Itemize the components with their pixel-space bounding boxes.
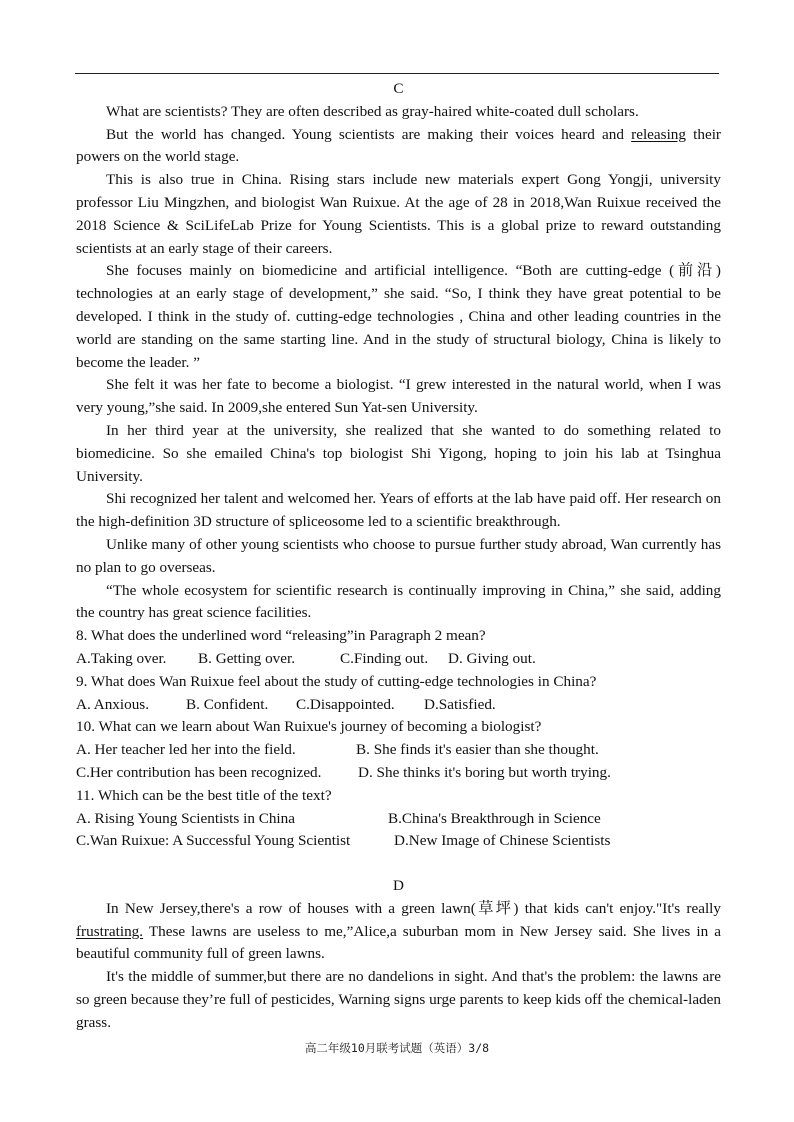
question-8-option-b: B. Getting over.: [198, 649, 296, 667]
question-8-option-d: D. Giving out.: [448, 649, 536, 667]
question-9-option-a: A. Anxious.: [76, 695, 149, 713]
question-10-option-b: B. She finds it's easier than she thought.: [356, 741, 599, 759]
question-10-option-a: A. Her teacher led her into the field.: [76, 741, 296, 759]
section-d-heading: D: [393, 877, 404, 895]
question-9-option-b: B. Confident.: [186, 695, 269, 713]
question-10-option-d: D. She thinks it's boring but worth trying.: [358, 763, 611, 781]
section-c-paragraph-3: This is also true in China. Rising stars include new materials expert Gong Yongji, university professor Liu Mingzhen, and biologist Wan Ruixue. At the age of 28 in 2018,Wan Ruixue received the 2018 Science & SciLifeLab Prize for Young Scientists. This is a global prize to reward outstanding scientists at an early stage of their careers.: [76, 171, 721, 257]
section-c-paragraph-9: “The whole ecosystem for scientific research is continually improving in China,” she said, adding the country has great science facilities.: [76, 581, 721, 622]
section-c-paragraph-5: She felt it was her fate to become a biologist. “I grew interested in the natural world, when I was very young,”she said. In 2009,she entered Sun Yat-sen University.: [76, 376, 721, 417]
section-d-paragraph-2: It's the middle of summer,but there are no dandelions in sight. And that's the problem: the lawns are so green because they’re full of pesticides, Warning signs urge parents to keep kids off the chemical-laden grass.: [76, 968, 721, 1031]
question-9-stem: 9. What does Wan Ruixue feel about the study of cutting-edge technologies in China?: [76, 672, 597, 690]
question-10-options-row-1: [76, 739, 721, 762]
section-d-p1-text-before: In New Jersey,there's a row of houses with a green lawn(草坪) that kids can't enjoy."It's really: [106, 899, 721, 917]
paragraph-2-text-before: But the world has changed. Young scientists are making their voices heard and: [106, 125, 632, 143]
question-9-option-c: C.Disappointed.: [296, 695, 395, 713]
question-11-option-a: A. Rising Young Scientists in China: [76, 809, 295, 827]
section-c-paragraph-8: Unlike many of other young scientists who choose to pursue further study abroad, Wan currently has no plan to go overseas.: [76, 535, 721, 576]
section-d-p1-text-after: These lawns are useless to me,”Alice,a suburban mom in New Jersey said. She lives in a beautiful community full of green lawns.: [76, 922, 721, 963]
question-8-stem: 8. What does the underlined word “releasing”in Paragraph 2 mean?: [76, 627, 486, 645]
question-9-options: [76, 694, 721, 717]
paragraph-2-text-after: their powers on the world stage.: [76, 125, 721, 166]
section-spacer: [76, 853, 721, 875]
question-11-stem: 11. Which can be the best title of the text?: [76, 786, 332, 804]
underlined-word-releasing: releasing: [631, 125, 686, 143]
section-d-paragraph-1: [76, 898, 721, 966]
question-11-options-row-1: [76, 808, 721, 831]
section-c-paragraph-4: She focuses mainly on biomedicine and artificial intelligence. “Both are cutting-edge (前沿) technologies at an early stage of development,” she said. “So, I think they have great potential to be developed. I think in the study of. cutting-edge technologies , China and other leading countries in the world are standing on the same starting line. And in the study of structural biology, China is likely to become the leader. ”: [76, 262, 721, 371]
question-9-option-d: D.Satisfied.: [424, 695, 496, 713]
question-8-option-a: A.Taking over.: [76, 649, 167, 667]
question-10-stem: 10. What can we learn about Wan Ruixue's journey of becoming a biologist?: [76, 718, 542, 736]
page-footer: 高二年级10月联考试题（英语）3/8: [304, 1041, 490, 1055]
question-8-options: [76, 648, 721, 671]
question-11-options-row-2: [76, 830, 721, 853]
section-c-paragraph-1: What are scientists? They are often described as gray-haired white-coated dull scholars.: [106, 102, 639, 120]
top-rule: [75, 73, 719, 74]
question-11-option-d: D.New Image of Chinese Scientists: [394, 832, 611, 850]
question-11-option-c: C.Wan Ruixue: A Successful Young Scientist: [76, 832, 351, 850]
section-c-paragraph-2: [76, 124, 721, 170]
page-content: [76, 78, 721, 1035]
question-8-option-c: C.Finding out.: [340, 649, 429, 667]
question-10-option-c: C.Her contribution has been recognized.: [76, 763, 322, 781]
section-c-paragraph-6: In her third year at the university, she realized that she wanted to do something related to biomedicine. So she emailed China's top biologist Shi Yigong, hoping to join his lab at Tsinghua University.: [76, 421, 721, 485]
question-10-options-row-2: [76, 762, 721, 785]
section-c-heading: C: [393, 80, 404, 97]
underlined-word-frustrating: frustrating.: [76, 922, 144, 940]
question-11-option-b: B.China's Breakthrough in Science: [388, 809, 601, 827]
section-c-paragraph-7: Shi recognized her talent and welcomed her. Years of efforts at the lab have paid off. Her research on the high-definition 3D structure of spliceosome led to a scientific breakthrough.: [76, 490, 721, 531]
